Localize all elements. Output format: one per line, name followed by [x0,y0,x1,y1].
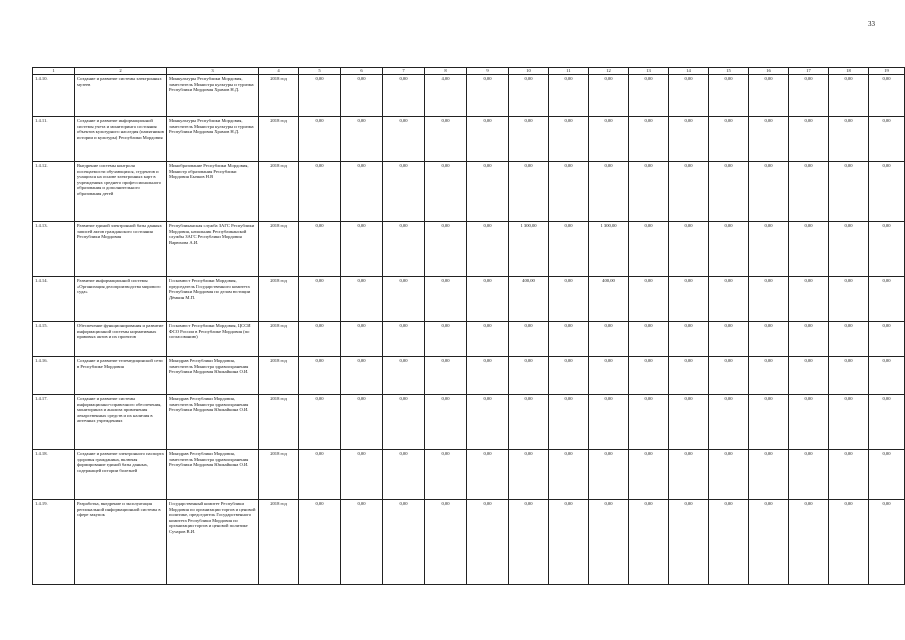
value-cell: 0,00 [829,322,869,357]
header-cell: 18 [829,68,869,75]
value-cell: 0,00 [383,75,425,117]
value-cell: 0,00 [549,75,589,117]
value-cell: 0,00 [299,500,341,585]
value-cell: 0,00 [509,322,549,357]
row-id: 1.4.12. [33,162,75,222]
value-cell: 0,00 [589,162,629,222]
value-cell: 0,00 [425,395,467,450]
value-cell: 0,00 [869,357,905,395]
value-cell: 0,00 [383,277,425,322]
row-year: 2018 год [259,322,299,357]
row-executor: Республиканская служба ЗАГС Республики Мордовия, начальник Республиканской службы ЗАГС Республики Мордовия Варюхова А.И. [167,222,259,277]
header-cell: 16 [749,68,789,75]
row-year: 2018 год [259,357,299,395]
value-cell: 0,00 [509,357,549,395]
value-cell: 0,00 [829,75,869,117]
row-year: 2018 год [259,395,299,450]
row-name: Развитие единой электронной базы данных записей актов гражданского состояния Республики Мордовия [75,222,167,277]
row-name: Создание и развитие информационной системы учета и мониторинга состояния объектов культурного наследия (памятников истории и культуры) Республики Мордовия [75,117,167,162]
value-cell: 0,00 [709,357,749,395]
table-row [33,75,905,117]
value-cell: 0,00 [383,117,425,162]
row-year: 2018 год [259,450,299,500]
value-cell: 0,00 [509,395,549,450]
row-name: Разработка, внедрение и эксплуатация региональной информационной системы в сфере закупок [75,500,167,585]
value-cell: 0,00 [669,322,709,357]
value-cell: 4,00 [425,75,467,117]
value-cell: 0,00 [549,395,589,450]
table-row [33,277,905,322]
row-name: Создание и развитие системы электронных музеев [75,75,167,117]
header-cell: 13 [629,68,669,75]
value-cell: 0,00 [383,322,425,357]
row-name: Создание и развитие телемедицинской сети в Республике Мордовия [75,357,167,395]
value-cell: 0,00 [509,162,549,222]
row-id: 1.4.19. [33,500,75,585]
value-cell: 0,00 [869,222,905,277]
header-cell: 11 [549,68,589,75]
row-year: 2018 год [259,162,299,222]
header-cell: 19 [869,68,905,75]
value-cell: 0,00 [669,395,709,450]
header-cell: 15 [709,68,749,75]
value-cell: 0,00 [749,322,789,357]
value-cell: 0,00 [299,395,341,450]
value-cell: 0,00 [789,277,829,322]
value-cell: 1 300,00 [589,222,629,277]
value-cell: 0,00 [829,117,869,162]
value-cell: 0,00 [467,75,509,117]
value-cell: 0,00 [299,450,341,500]
row-id: 1.4.14. [33,277,75,322]
value-cell: 0,00 [425,117,467,162]
value-cell: 0,00 [869,162,905,222]
row-year: 2018 год [259,117,299,162]
value-cell: 0,00 [869,322,905,357]
value-cell: 0,00 [829,395,869,450]
value-cell: 0,00 [341,162,383,222]
value-cell: 0,00 [425,500,467,585]
row-year: 2018 год [259,500,299,585]
value-cell: 0,00 [341,500,383,585]
value-cell: 0,00 [789,75,829,117]
value-cell: 0,00 [629,277,669,322]
value-cell: 0,00 [383,222,425,277]
value-cell: 0,00 [669,357,709,395]
value-cell: 0,00 [749,222,789,277]
value-cell: 0,00 [549,500,589,585]
value-cell: 0,00 [549,162,589,222]
table-row [33,500,905,585]
value-cell: 0,00 [509,450,549,500]
row-executor: Госкомюст Республики Мордовия, председатель Государственного комитета Республики Мордовия по делам юстиции Дёмкин М.П. [167,277,259,322]
value-cell: 0,00 [629,357,669,395]
value-cell: 0,00 [467,450,509,500]
header-cell: 14 [669,68,709,75]
value-cell: 0,00 [467,117,509,162]
value-cell: 0,00 [549,322,589,357]
value-cell: 0,00 [749,162,789,222]
value-cell: 0,00 [299,75,341,117]
header-cell: 3 [167,68,259,75]
header-cell: 8 [425,68,467,75]
value-cell: 0,00 [341,277,383,322]
row-year: 2018 год [259,277,299,322]
value-cell: 0,00 [869,395,905,450]
value-cell: 0,00 [709,450,749,500]
value-cell: 0,00 [669,277,709,322]
value-cell: 0,00 [789,322,829,357]
row-id: 1.4.11. [33,117,75,162]
row-id: 1.4.16. [33,357,75,395]
row-id: 1.4.10. [33,75,75,117]
value-cell: 0,00 [549,277,589,322]
value-cell: 0,00 [629,117,669,162]
value-cell: 0,00 [829,222,869,277]
row-executor: Государственный комитет Республики Мордовия по организации торгов и ценовой политике, председатель Государственного комитета Республики Мордовия по организации торгов и ценовой политике Сучаров В.И. [167,500,259,585]
value-cell: 0,00 [341,222,383,277]
table-row [33,117,905,162]
value-cell: 400,00 [589,277,629,322]
value-cell: 0,00 [749,357,789,395]
table-row [33,357,905,395]
value-cell: 0,00 [869,450,905,500]
value-cell: 0,00 [869,117,905,162]
value-cell: 0,00 [509,500,549,585]
value-cell: 0,00 [383,162,425,222]
value-cell: 0,00 [629,322,669,357]
value-cell: 0,00 [789,222,829,277]
row-executor: Минобразование Республики Мордовия, Министр образования Республики Мордовия Бычков Н.В [167,162,259,222]
value-cell: 0,00 [789,450,829,500]
value-cell: 0,00 [749,277,789,322]
table-body [33,68,905,585]
value-cell: 0,00 [549,450,589,500]
value-cell: 0,00 [299,222,341,277]
value-cell: 0,00 [829,450,869,500]
value-cell: 0,00 [629,450,669,500]
row-id: 1.4.18. [33,450,75,500]
value-cell: 0,00 [709,117,749,162]
header-cell: 17 [789,68,829,75]
value-cell: 0,00 [669,162,709,222]
value-cell: 0,00 [549,357,589,395]
value-cell: 0,00 [467,222,509,277]
table-row [33,162,905,222]
value-cell: 0,00 [629,500,669,585]
value-cell: 0,00 [709,222,749,277]
value-cell: 0,00 [383,500,425,585]
row-executor: Минздрав Республики Мордовия, заместитель Министра здравоохранения Республики Мордовия Юшкайкина О.И. [167,357,259,395]
value-cell: 0,00 [425,450,467,500]
value-cell: 0,00 [869,75,905,117]
budget-table [32,67,905,585]
value-cell: 0,00 [829,357,869,395]
row-id: 1.4.13. [33,222,75,277]
value-cell: 0,00 [669,75,709,117]
value-cell: 1 300,00 [509,222,549,277]
header-row [33,68,905,75]
row-executor: Минкультуры Республики Мордовия, заместитель Министра культуры и туризма Республики Мордовия Храмов Н.Д. [167,75,259,117]
row-year: 2018 год [259,75,299,117]
value-cell: 0,00 [589,75,629,117]
row-name: Обеспечение функционирования и развитие информационной системы нормативных правовых актов и их проектов [75,322,167,357]
value-cell: 0,00 [383,395,425,450]
value-cell: 0,00 [549,222,589,277]
value-cell: 0,00 [299,162,341,222]
value-cell: 0,00 [467,395,509,450]
value-cell: 0,00 [749,450,789,500]
value-cell: 0,00 [789,117,829,162]
table-row [33,450,905,500]
value-cell: 0,00 [789,162,829,222]
row-executor: Минкультуры Республики Мордовия, заместитель Министра культуры и туризма Республики Мордовия Храмов Н.Д. [167,117,259,162]
header-cell: 4 [259,68,299,75]
row-id: 1.4.15. [33,322,75,357]
value-cell: 0,00 [589,322,629,357]
value-cell: 0,00 [829,500,869,585]
value-cell: 0,00 [467,322,509,357]
value-cell: 0,00 [549,117,589,162]
value-cell: 0,00 [299,357,341,395]
value-cell: 0,00 [341,117,383,162]
value-cell: 0,00 [425,322,467,357]
value-cell: 0,00 [425,222,467,277]
value-cell: 0,00 [467,277,509,322]
row-name: Внедрение системы контроля посещаемости обучающихся, студентов и учащихся на основе электронных карт в учреждениях среднего профессионального образования и дополнительного образования детей [75,162,167,222]
row-executor: Минздрав Республики Мордовия, заместитель Министра здравоохранения Республики Мордовия Юшкайкина О.И. [167,395,259,450]
value-cell: 0,00 [749,500,789,585]
row-year: 2018 год [259,222,299,277]
header-cell: 10 [509,68,549,75]
value-cell: 0,00 [709,322,749,357]
value-cell: 400,00 [509,277,549,322]
value-cell: 0,00 [341,357,383,395]
value-cell: 0,00 [749,75,789,117]
value-cell: 0,00 [709,162,749,222]
value-cell: 0,00 [299,117,341,162]
value-cell: 0,00 [341,450,383,500]
value-cell: 0,00 [341,322,383,357]
value-cell: 0,00 [425,357,467,395]
header-cell: 9 [467,68,509,75]
value-cell: 0,00 [341,75,383,117]
value-cell: 0,00 [589,500,629,585]
value-cell: 0,00 [669,222,709,277]
value-cell: 0,00 [789,500,829,585]
row-executor: Минздрав Республики Мордовия, заместитель Министра здравоохранения Республики Мордовия Юшкайкина О.И. [167,450,259,500]
value-cell: 0,00 [709,395,749,450]
value-cell: 0,00 [299,322,341,357]
value-cell: 0,00 [829,277,869,322]
value-cell: 0,00 [589,395,629,450]
value-cell: 0,00 [425,162,467,222]
row-name: Создание и развитие электронного паспорта здоровья гражданина, включая формирование единой базы данных, содержащей истории болезней [75,450,167,500]
value-cell: 0,00 [869,500,905,585]
value-cell: 0,00 [467,357,509,395]
value-cell: 0,00 [709,75,749,117]
value-cell: 0,00 [749,395,789,450]
value-cell: 0,00 [789,395,829,450]
value-cell: 0,00 [629,222,669,277]
value-cell: 0,00 [709,500,749,585]
value-cell: 0,00 [629,75,669,117]
value-cell: 0,00 [341,395,383,450]
row-id: 1.4.17. [33,395,75,450]
value-cell: 0,00 [299,277,341,322]
header-cell: 2 [75,68,167,75]
header-cell: 6 [341,68,383,75]
page-number: 33 [868,20,875,28]
value-cell: 0,00 [589,357,629,395]
value-cell: 0,00 [383,357,425,395]
value-cell: 0,00 [829,162,869,222]
value-cell: 0,00 [383,450,425,500]
value-cell: 0,00 [869,277,905,322]
value-cell: 0,00 [629,395,669,450]
value-cell: 0,00 [669,500,709,585]
value-cell: 0,00 [709,277,749,322]
table-row [33,322,905,357]
value-cell: 0,00 [629,162,669,222]
value-cell: 0,00 [669,117,709,162]
value-cell: 0,00 [749,117,789,162]
value-cell: 0,00 [467,162,509,222]
row-executor: Госкомюст Республики Мордовия, ЦССИ ФСО России в Республике Мордовия (по согласованию) [167,322,259,357]
row-name: Создание и развитие системы информационно-справочного обеспечения, мониторинга и анализа применения лекарственных средств и их наличия в аптечных учреждениях [75,395,167,450]
value-cell: 0,00 [425,277,467,322]
table-row [33,222,905,277]
value-cell: 0,00 [669,450,709,500]
header-cell: 5 [299,68,341,75]
value-cell: 0,00 [589,450,629,500]
value-cell: 0,00 [789,357,829,395]
value-cell: 0,00 [509,75,549,117]
value-cell: 0,00 [589,117,629,162]
header-cell: 7 [383,68,425,75]
header-cell: 12 [589,68,629,75]
header-cell: 1 [33,68,75,75]
row-name: Развитие информационной системы «Организация делопроизводства мирового суда» [75,277,167,322]
value-cell: 0,00 [509,117,549,162]
table-row [33,395,905,450]
value-cell: 0,00 [467,500,509,585]
